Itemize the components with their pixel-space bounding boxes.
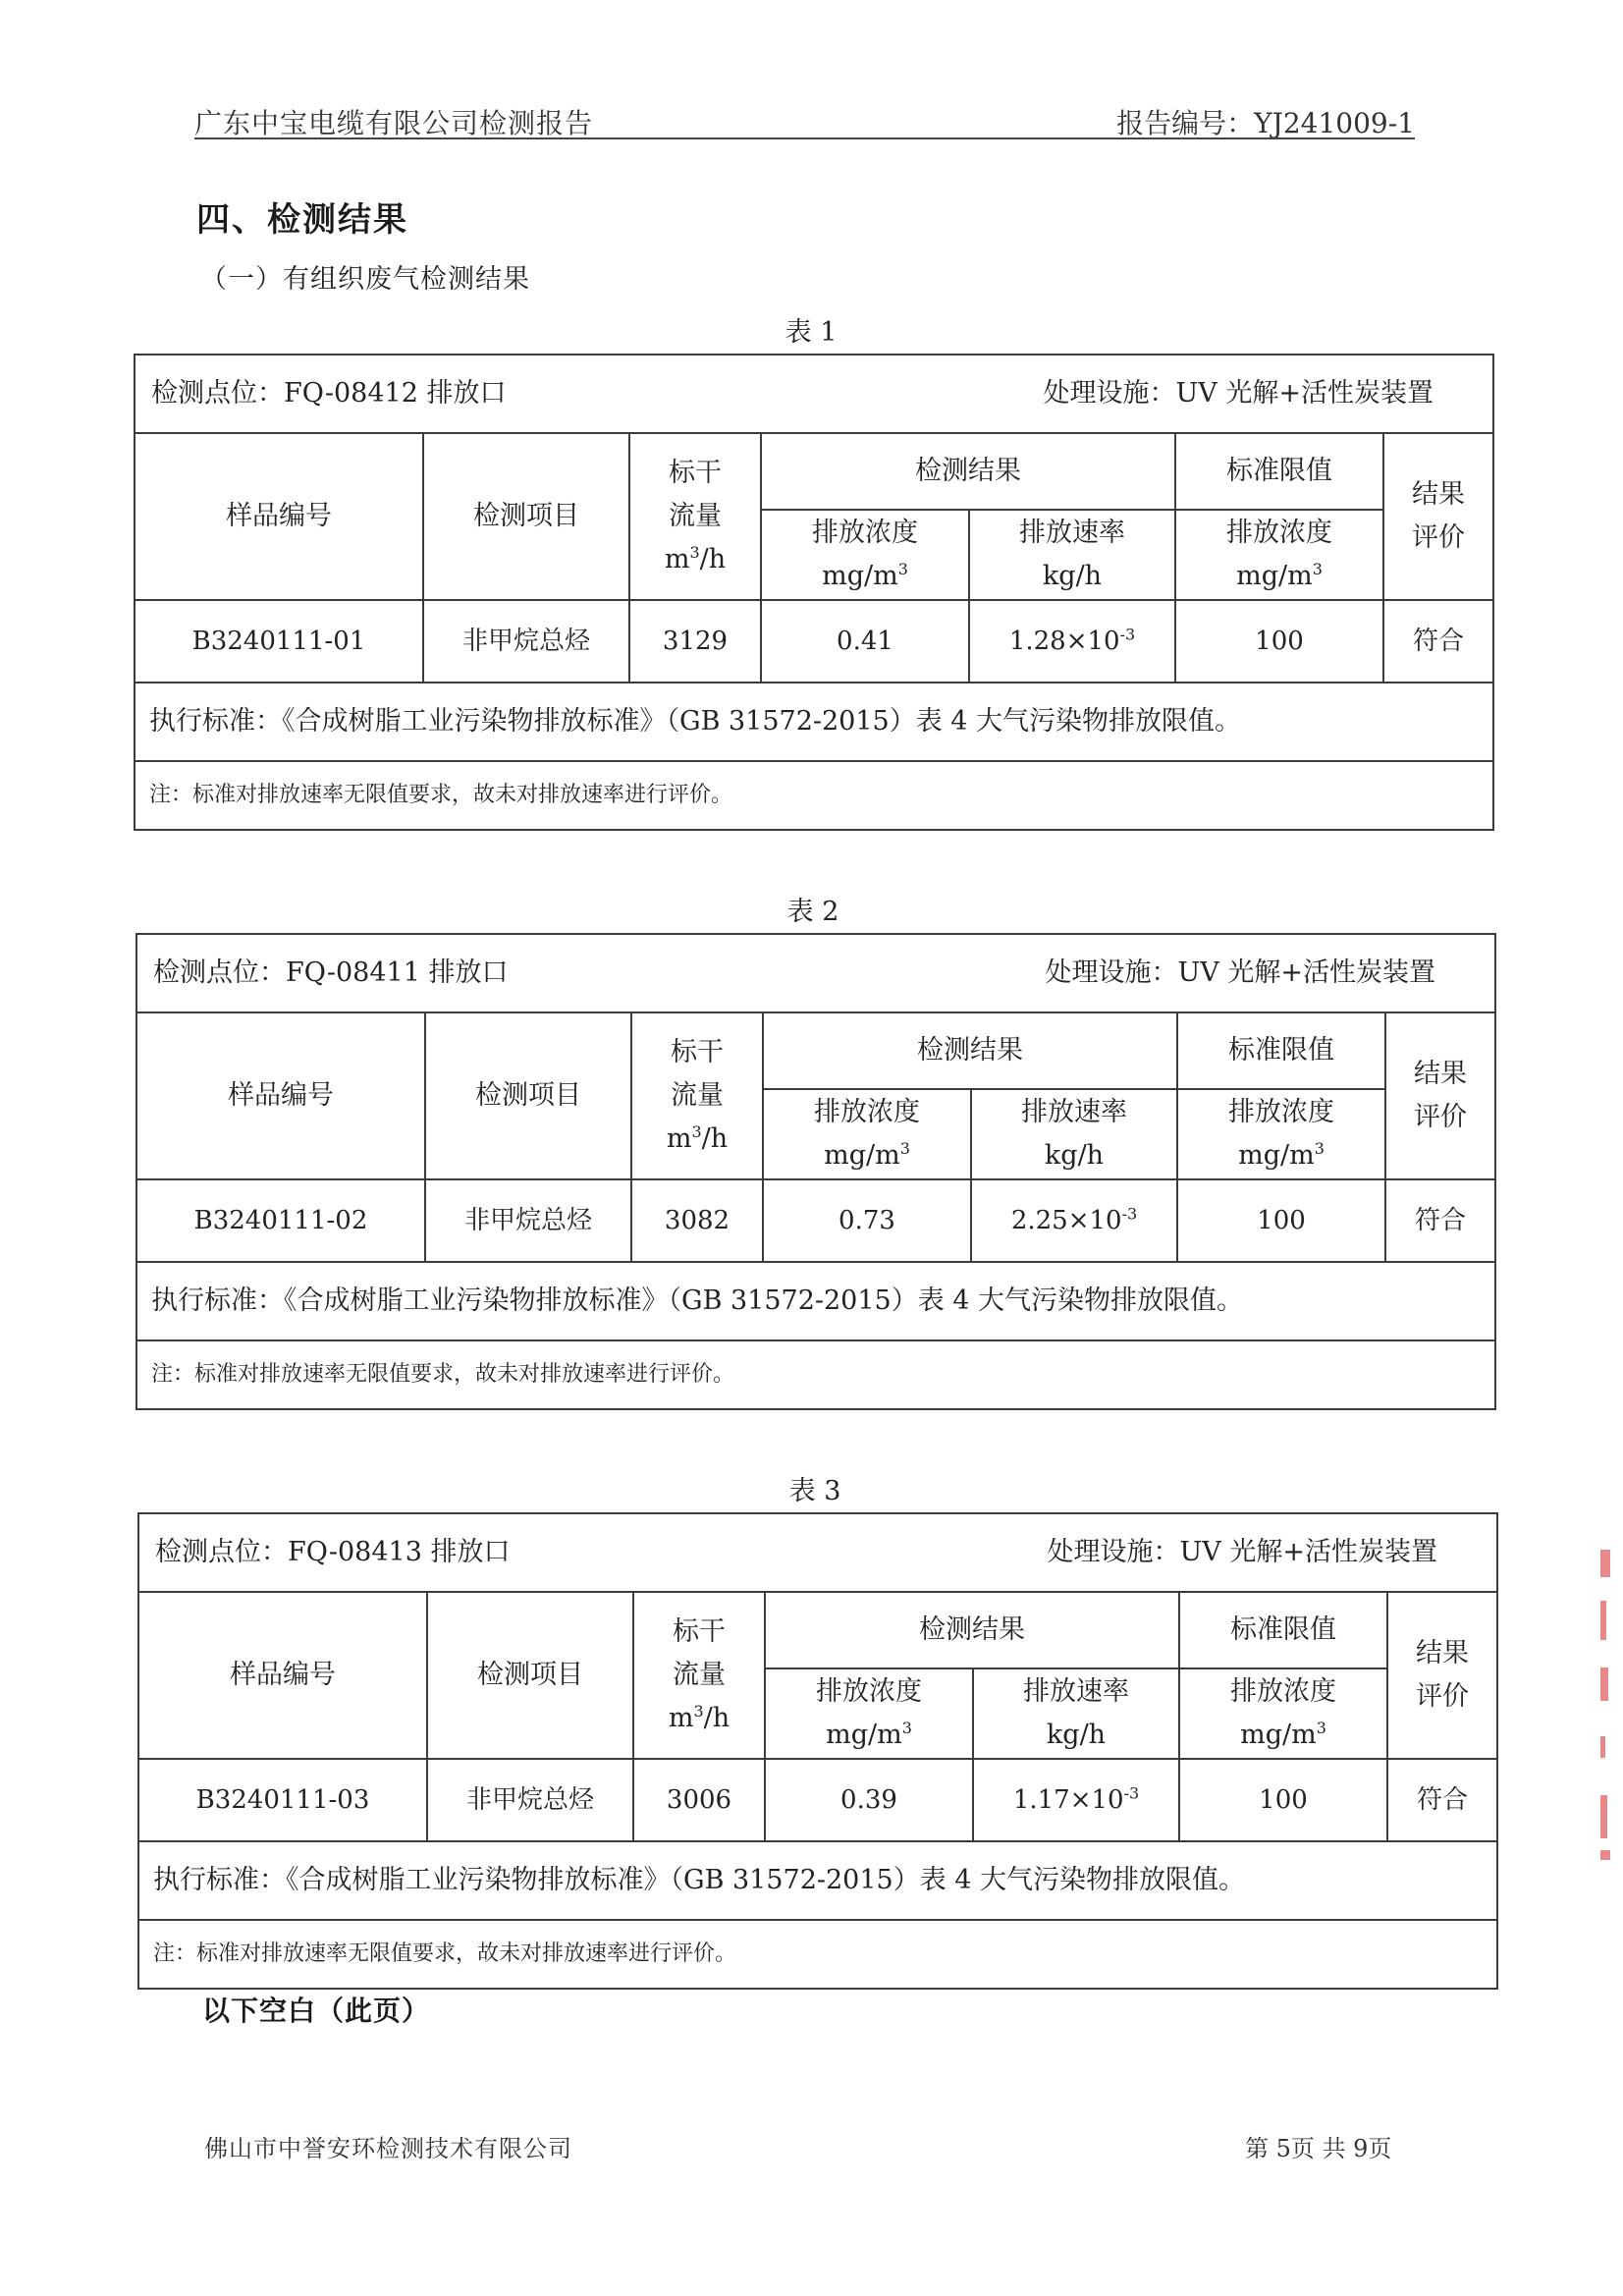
cell-flow: 3129 [629,600,761,683]
header-limit-group: 标准限值 [1175,433,1383,510]
header-flow: 标干 流量 $m^3/h$ [633,1592,765,1759]
cell-item: 非甲烷总烃 [427,1759,633,1841]
header-limit-group: 标准限值 [1179,1592,1387,1668]
monitoring-point: 检测点位：FQ-08411 排放口 [153,957,509,988]
header-limit-group: 标准限值 [1177,1012,1385,1089]
monitoring-point: 检测点位：FQ-08413 排放口 [155,1537,511,1567]
monitoring-point: 检测点位：FQ-08412 排放口 [151,378,507,409]
header-concentration: 排放浓度 $mg/m^3$ [763,1089,971,1179]
treatment-facility: 处理设施：UV 光解+活性炭装置 [1047,1537,1437,1567]
header-report-number: 报告编号：YJ241009-1 [1116,107,1415,139]
cell-sample-no: B3240111-01 [135,600,423,683]
note-row: 注：标准对排放速率无限值要求，故未对排放速率进行评价。 [136,1340,1495,1409]
cell-concentration: 0.41 [761,600,969,683]
table-info-row [135,355,1493,433]
cell-sample-no: B3240111-02 [136,1179,425,1262]
header-result-group: 检测结果 [763,1012,1177,1089]
cell-rate: $1.17\times 10^{-3}$ [973,1759,1179,1841]
header-limit-concentration: 排放浓度 $mg/m^3$ [1177,1089,1385,1179]
cell-flow: 3006 [633,1759,765,1841]
header-result-group: 检测结果 [765,1592,1179,1668]
cell-limit: 100 [1177,1179,1385,1262]
header-limit-concentration: 排放浓度 $mg/m^3$ [1175,510,1383,600]
note-row: 注：标准对排放速率无限值要求，故未对排放速率进行评价。 [135,761,1493,830]
cell-evaluation: 符合 [1385,1179,1495,1262]
header-rate: 排放速率 kg/h [969,510,1175,600]
cell-flow: 3082 [631,1179,763,1262]
header-item: 检测项目 [423,433,629,600]
cell-sample-no: B3240111-03 [138,1759,427,1841]
cell-rate: $2.25\times 10^{-3}$ [971,1179,1177,1262]
header-concentration: 排放浓度 $mg/m^3$ [765,1668,973,1759]
header-result-group: 检测结果 [761,433,1175,510]
standard-row: 执行标准：《合成树脂工业污染物排放标准》（GB 31572-2015）表 4 大气污染物排放限值。 [136,1262,1495,1340]
header-sample-no: 样品编号 [138,1592,427,1759]
header-flow: 标干 流量 $m^3/h$ [629,433,761,600]
header-item: 检测项目 [425,1012,631,1179]
table-row [138,1759,1497,1841]
cell-item: 非甲烷总烃 [423,600,629,683]
result-table-2 [135,933,1496,1410]
cell-concentration: 0.39 [765,1759,973,1841]
note-row: 注：标准对排放速率无限值要求，故未对排放速率进行评价。 [138,1920,1497,1989]
header-evaluation: 结果 评价 [1383,433,1493,600]
result-table-3 [137,1512,1498,1990]
header-divider [194,137,1415,139]
treatment-facility: 处理设施：UV 光解+活性炭装置 [1045,957,1435,988]
cell-item: 非甲烷总烃 [425,1179,631,1262]
header-rate: 排放速率 kg/h [973,1668,1179,1759]
header-sample-no: 样品编号 [136,1012,425,1179]
header-evaluation: 结果 评价 [1387,1592,1497,1759]
header-concentration: 排放浓度 $mg/m^3$ [761,510,969,600]
header-sample-no: 样品编号 [135,433,423,600]
header-item: 检测项目 [427,1592,633,1759]
header-flow: 标干 流量 $m^3/h$ [631,1012,763,1179]
table-info-row [136,934,1495,1012]
cell-concentration: 0.73 [763,1179,971,1262]
footer-page-number: 第 5页 共 9页 [1245,2135,1392,2162]
standard-row: 执行标准：《合成树脂工业污染物排放标准》（GB 31572-2015）表 4 大气污染物排放限值。 [135,683,1493,761]
cell-limit: 100 [1179,1759,1387,1841]
seal-stamp-edge [1600,1550,1610,1864]
header-evaluation: 结果 评价 [1385,1012,1495,1179]
blank-below-note: 以下空白（此页） [202,1995,431,2027]
footer-company: 佛山市中誉安环检测技术有限公司 [204,2135,572,2162]
cell-rate: $1.28\times 10^{-3}$ [969,600,1175,683]
table-caption-2: 表 2 [786,897,839,927]
header-rate: 排放速率 kg/h [971,1089,1177,1179]
table-caption-3: 表 3 [788,1476,841,1506]
treatment-facility: 处理设施：UV 光解+活性炭装置 [1043,378,1434,409]
table-info-row [138,1513,1497,1592]
standard-row: 执行标准：《合成树脂工业污染物排放标准》（GB 31572-2015）表 4 大气污染物排放限值。 [138,1841,1497,1920]
header-limit-concentration: 排放浓度 $mg/m^3$ [1179,1668,1387,1759]
cell-evaluation: 符合 [1387,1759,1497,1841]
header-company: 广东中宝电缆有限公司检测报告 [194,107,594,139]
cell-evaluation: 符合 [1383,600,1493,683]
result-table-1 [134,354,1494,831]
table-row [136,1179,1495,1262]
subsection-title: （一）有组织废气检测结果 [200,264,530,295]
cell-limit: 100 [1175,600,1383,683]
table-row [135,600,1493,683]
table-caption-1: 表 1 [784,317,838,348]
section-title: 四、检测结果 [196,200,408,240]
